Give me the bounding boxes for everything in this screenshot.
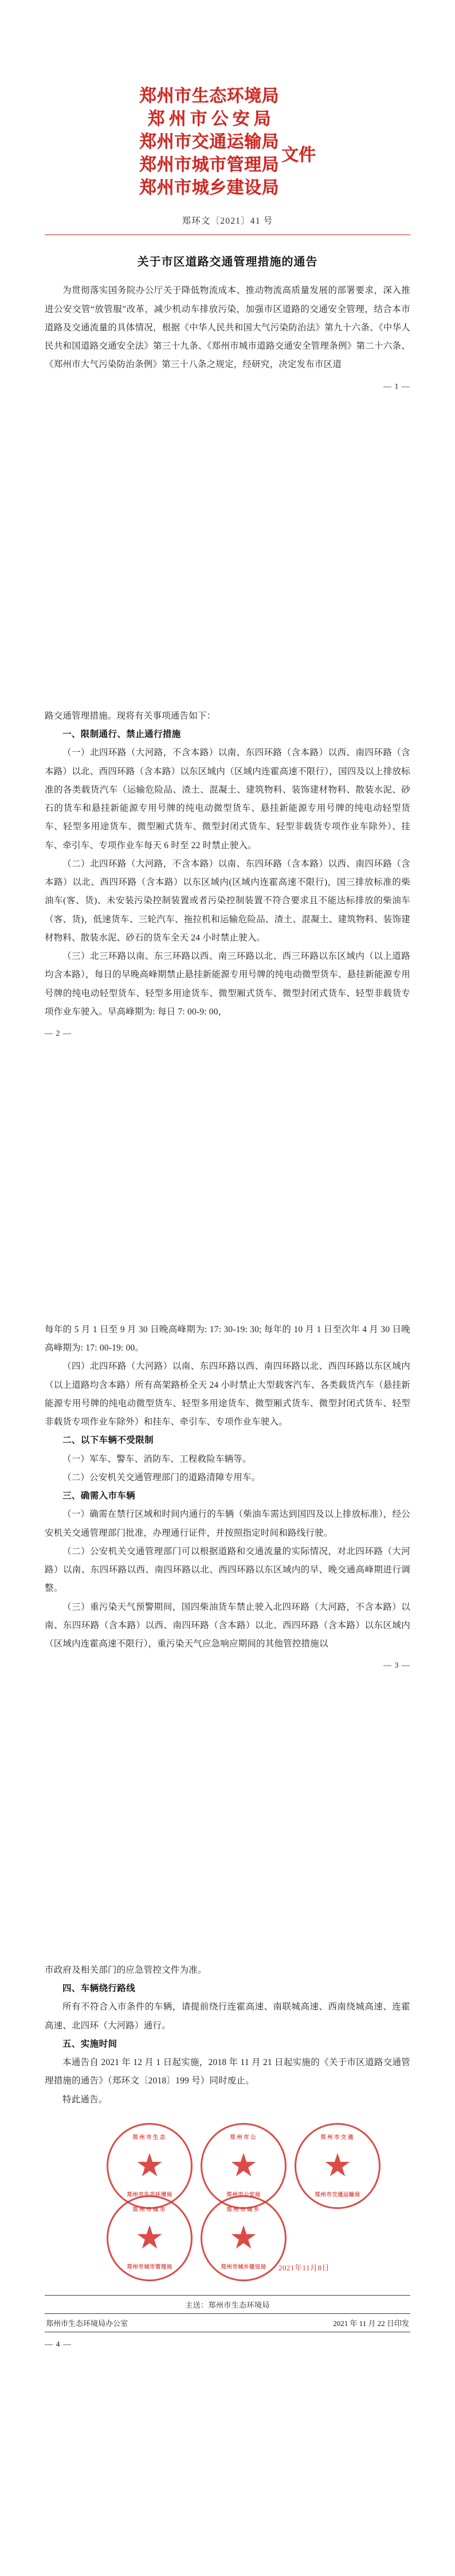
agency-line-4: 郑州市城市管理局 [139,155,279,174]
seal-bottom-text: 郑州市生态环境局 [127,2192,172,2198]
footer-issuer: 郑州市生态环境局办公室 [46,2319,128,2328]
page-number: — 3 — [383,1661,410,1671]
seal-transportation-bureau [295,2123,381,2209]
seal-bottom-text: 郑州市城市管理局 [127,2264,172,2270]
page-4 [0,1920,455,2576]
star-icon: ★ [136,2223,163,2253]
paragraph: （一）军车、警车、消防车、工程救险车辆等。 [62,1454,252,1464]
official-seals-area [45,2120,410,2292]
page-3 [0,1278,455,1920]
page-number: — 2 — [45,1029,72,1038]
page-title: 关于市区道路交通管理措施的通告 [137,256,318,269]
page-number: — 1 — [383,382,410,391]
section-heading-2: 二、以下车辆不受限制 [62,1435,154,1446]
paragraph: （二）公安机关交通管理部门的道路清障专用车。 [62,1472,261,1482]
section-heading-1: 一、限制通行、禁止通行措施 [62,729,181,740]
paragraph: （三）重污染天气预警期间，国四柴油货车禁止驶入北四环路（大河路，不含本路）以南、东四环路（含本路）以西、南四环路（含本路）以北、西四环路（含本路）以东区域内（区域内连霍高速不限行），重污染天气应急响应期间的其他管控措施以 [45,1602,410,1649]
seal-bottom-text: 郑州市城乡建设局 [221,2264,266,2270]
page-number: — 4 — [45,2340,72,2349]
page-1 [0,0,455,635]
paragraph: （三）北三环路以南、东三环路以西、南三环路以北、西三环路以东区域内（以上道路均含本路），每日的早晚高峰期禁止悬挂新能源专用号牌的纯电动微型货车、悬挂新能源专用号牌的纯电动轻型货车、轻型多用途货车、微型厢式货车、微型封闭式货车、轻型非载货专项作业车驶入。早高峰期为: 每日 7: 00-9: 00， [45,951,410,1017]
footer-print-date: 2021 年 11 月 22 日印发 [333,2319,409,2328]
seal-urban-management-bureau [107,2195,193,2281]
page-2 [0,635,455,1278]
document-number: 郑环文〔2021〕41 号 [182,216,273,227]
agency-block [45,85,410,199]
footer-distribution-row: 主送：郑州市生态环境局 [185,2300,270,2309]
seal-top-text: 郑州市城市 [132,2207,167,2213]
paragraph: 所有不符合入市条件的车辆，请提前绕行连霍高速、南联城高速、西南绕城高速、连霍高速、北四环（大河路）通行。 [45,2002,410,2031]
star-icon: ★ [230,2150,257,2180]
paragraph: 特此通告。 [62,2094,108,2105]
agency-name-list [139,85,279,199]
agency-line-1: 郑州市生态环境局 [139,87,279,106]
paragraph: （二）北四环路（大河路，不含本路）以南、东四环路（含本路）以西、南四环路（含本路）以北、西四环路（含本路）以东区域内(区域内连霍高速不限行)，国三排放标准的柴油车(客、货)、未安装污染控制装置或者污染控制装置不符合要求且不能达标排放的柴油车（客、货)，低速货车、三轮汽车、拖拉机和运输危险品、渣土、混凝土、建筑物料、装饰建材物料、散装水泥、砂石的货车全天 24 小时禁止驶入。 [45,858,410,943]
star-icon: ★ [136,2150,163,2180]
paragraph: 本通告自 2021 年 12 月 1 日起实施，2018 年 11 月 21 日起实施的《关于市区道路交通管理措施的通告》（郑环文〔2018〕199 号）同时废止。 [45,2058,410,2086]
paragraph: 路交通管理措施。现将有关事项通告如下： [45,711,216,721]
seal-top-text: 郑州市生态 [132,2134,167,2141]
paragraph: （一）确需在禁行区域和时间内通行的车辆（柴油车需达到国四及以上排放标准），经公安机关交通管理部门批准，办理通行证件，并按照指定时间和路线行驶。 [45,1509,410,1538]
seal-top-text: 郑州市交通 [320,2134,355,2141]
section-heading-4: 四、车辆绕行路线 [62,1984,136,1994]
agency-line-5: 郑州市城乡建设局 [139,178,279,197]
footer-issuer-row [45,2314,410,2332]
document-word-label: 文件 [281,145,316,165]
star-icon: ★ [230,2223,257,2253]
seal-top-text: 郑州市城乡 [226,2207,261,2213]
letterhead [45,0,410,235]
seal-bottom-text: 郑州市交通运输局 [315,2192,360,2198]
paragraph: 每年的 5 月 1 日至 9 月 30 日晚高峰期为: 17: 30-19: 30; 每年的 10 月 1 日至次年 4 月 30 日晚高峰期为: 17: 00-19: 00。 [45,1325,410,1353]
seal-top-text: 郑州市公 [230,2134,257,2141]
paragraph: 市政府及相关部门的应急管控文件为准。 [45,1965,207,1975]
section-heading-3: 三、确需入市车辆 [62,1491,136,1501]
agency-line-2: 郑州市公安局 [147,109,275,128]
paragraph: （一）北四环路（大河路，不含本路）以南、东四环路（含本路）以西、南四环路（含本路）以北、西四环路（含本路）以东区域内（区域内连霍高速不限行），国四及以上排放标准的各类载货汽车（运输危险品、渣土、混凝土、建筑物料、装饰建材物料、散装水泥、砂石的货车和悬挂新能源专用号牌的纯电动微型货车、悬挂新能源专用号牌的纯电动轻型货车、轻型多用途货车、微型厢式货车、微型封闭式货车、轻型非载货专项作业车除外）、挂车、牵引车、专项作业车每天 6 时至 22 时禁止驶入。 [45,748,410,850]
seal-urban-rural-construction-bureau [201,2195,287,2281]
section-heading-5: 五、实施时间 [62,2039,117,2049]
agency-line-3: 郑州市交通运输局 [139,132,279,151]
seal-bottom-text: 郑州市公安局 [226,2192,261,2198]
paragraph: 为贯彻落实国务院办公厅关于降低物流成本、推动物流高质量发展的部署要求，深入推进公安交管“放管服”改革，减少机动车排放污染，加强市区道路的交通安全管理，结合本市道路及交通流量的具体情况，根据《中华人民共和国大气污染防治法》第九十六条、《中华人民共和国道路交通安全法》第三十九条、《郑州市城市道路交通安全管理条例》第二十六条、《郑州市大气污染防治条例》第三十八条之规定，经研究，决定发布市区道 [45,286,410,370]
paragraph: （二）公安机关交通管理部门可以根据道路和交通流量的实际情况，对北四环路（大河路）以南、东四环路以西、南四环路以北、西四环路以东区域内的早、晚交通高峰期进行调整。 [45,1546,410,1594]
document-footer [45,2295,410,2332]
paragraph: （四）北四环路（大河路）以南、东四环路以西、南四环路以北、西四环路以东区域内（以上道路均含本路）所有高架路桥全天 24 小时禁止大型载客汽车、各类载货汽车（悬挂新能源专用号牌的纯电动微型货车、轻型多用途货车、微型厢式货车、微型封闭式货车、轻型非载货专项作业车除外）和挂车、牵引车、专项作业车驶入。 [45,1361,410,1427]
star-icon: ★ [324,2150,351,2180]
seal-date: 2021年11月8日 [279,2263,330,2272]
